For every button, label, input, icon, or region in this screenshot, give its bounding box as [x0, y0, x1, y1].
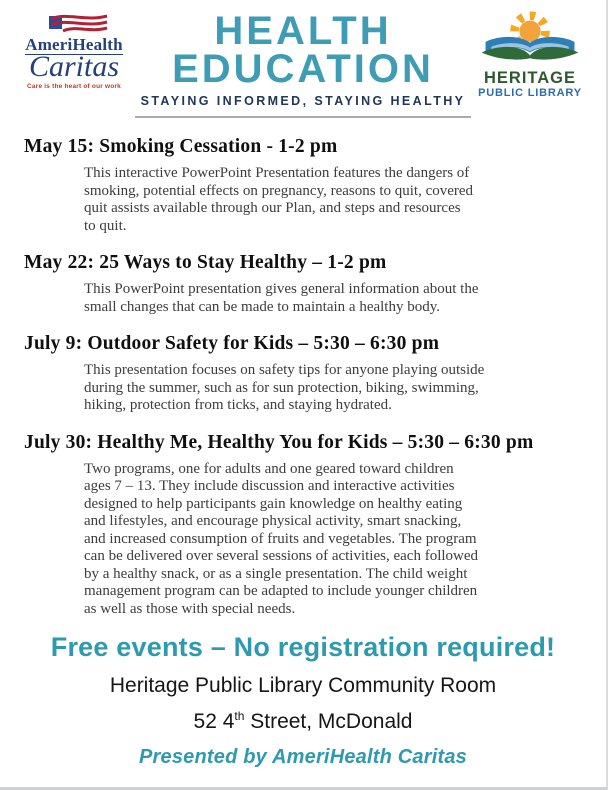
event-title: July 9: Outdoor Safety for Kids – 5:30 – 6:30 pm	[24, 333, 440, 354]
event-description-line: as well as those with special needs.	[84, 600, 296, 617]
amerihealth-logo-script: Caritas	[28, 50, 120, 83]
event-description-line: designed to help participants gain knowledge on healthy eating	[84, 495, 463, 512]
address-prefix: 52 4	[193, 710, 235, 733]
free-events-banner: Free events – No registration required!	[50, 632, 556, 662]
flyer-header	[0, 0, 606, 136]
event-description-line: during the summer, such as for sun protection, biking, swimming,	[84, 379, 479, 396]
event-description-line: smoking, potential effects on pregnancy, reasons to quit, covered	[84, 182, 474, 199]
heritage-logo-name: HERITAGE	[483, 69, 577, 87]
address-line	[0, 701, 606, 737]
event-description	[84, 165, 592, 235]
event-title: July 30: Healthy Me, Healthy You for Kids – 5:30 – 6:30 pm	[24, 431, 534, 453]
sun-book-icon	[472, 8, 588, 66]
flyer-subtitle: STAYING INFORMED, STAYING HEALTHY	[140, 94, 466, 108]
amerihealth-logo-name: AmeriHealth	[25, 35, 123, 54]
event-description-line: This presentation focuses on safety tips for anyone playing outside	[84, 362, 485, 378]
amerihealth-caritas-logo	[16, 14, 132, 90]
heritage-logo-subname: PUBLIC LIBRARY	[478, 87, 582, 100]
address-rest: Street, McDonald	[244, 710, 413, 733]
event-description-line: to quit.	[84, 217, 127, 234]
event-description-line: small changes that can be made to maintain a healthy body.	[84, 298, 440, 315]
event-description-line: This PowerPoint presentation gives general information about the	[84, 281, 479, 297]
event-item	[24, 136, 592, 235]
event-description-line: and increased consumption of fruits and vegetables. The program	[84, 530, 477, 547]
event-description-line: hiking, protection from ticks, and staying hydrated.	[84, 397, 392, 413]
title-divider-rule	[135, 116, 471, 118]
flyer-title-line1: HEALTH	[214, 9, 392, 53]
event-item	[24, 333, 592, 415]
events-list	[24, 136, 592, 635]
event-description	[84, 362, 592, 415]
event-description-line: management program can be adapted to include younger children	[84, 583, 478, 599]
event-title: May 22: 25 Ways to Stay Healthy – 1-2 pm	[24, 252, 387, 273]
flyer-title-block	[123, 9, 483, 118]
event-item	[24, 252, 592, 316]
event-title: May 15: Smoking Cessation - 1-2 pm	[24, 136, 338, 157]
event-description-line: This interactive PowerPoint Presentation features the dangers of	[84, 165, 470, 181]
event-description-line: quit assists available through our Plan, and steps and resources	[84, 200, 461, 216]
event-description	[84, 461, 592, 619]
event-item	[24, 432, 592, 619]
flyer-title-line2: EDUCATION	[172, 47, 434, 91]
amerihealth-logo-tagline: Care is the heart of our work	[27, 82, 121, 90]
address-ordinal-superscript: th	[234, 709, 245, 723]
venue-line: Heritage Public Library Community Room	[109, 674, 497, 697]
presented-by-line: Presented by AmeriHealth Caritas	[138, 746, 467, 768]
flyer-footer	[0, 629, 606, 769]
event-description-line: and lifestyles, and encourage physical activity, smart snacking,	[84, 513, 462, 529]
event-description	[84, 281, 592, 316]
event-description-line: ages 7 – 13. They include discussion and interactive activities	[84, 478, 455, 494]
event-description-line: can be delivered over several sessions of activities, each followed	[84, 548, 479, 564]
heritage-library-logo	[470, 8, 590, 100]
event-description-line: by a healthy snack, or as a single presentation. The child weight	[84, 565, 468, 582]
event-description-line: Two programs, one for adults and one geared toward children	[84, 460, 454, 477]
